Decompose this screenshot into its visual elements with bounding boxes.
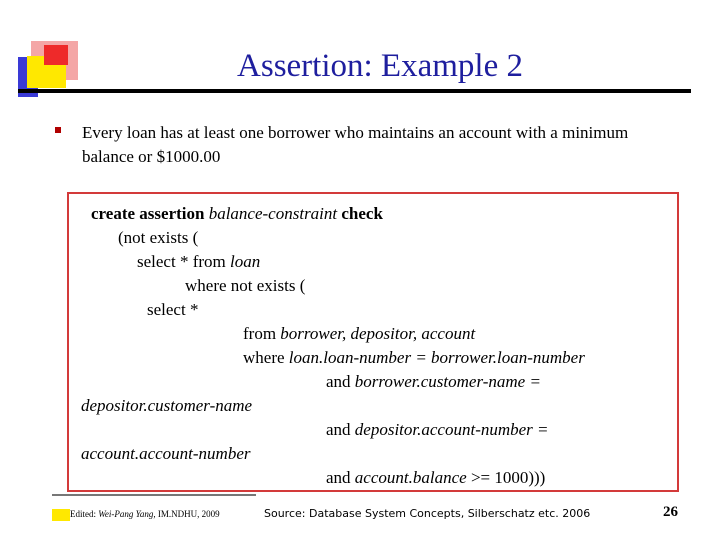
code-line-9: depositor.customer-name (81, 396, 253, 415)
code-line-7 (243, 347, 585, 369)
logo-square-red (44, 45, 68, 65)
code-line-11: account.account-number (81, 444, 251, 463)
code-text: >= 1000))) (470, 468, 546, 487)
code-line-10 (326, 419, 549, 441)
code-line-6 (243, 323, 475, 345)
code-line-2: (not exists ( (118, 228, 199, 247)
footer-source: Source: Database System Concepts, Silberschatz etc. 2006 (264, 507, 591, 520)
code-relation: loan (230, 252, 261, 271)
code-relations: borrower, depositor, account (280, 324, 476, 343)
title-divider (18, 89, 691, 93)
keyword-create-assertion: create assertion (91, 204, 205, 223)
code-line-4: where not exists ( (185, 276, 306, 295)
code-text: select * from (137, 252, 226, 271)
bullet-square-icon (55, 127, 61, 133)
code-line-5: select * (147, 300, 199, 319)
code-condition: borrower.customer-name = (354, 372, 541, 391)
assertion-name: balance-constraint (208, 204, 338, 223)
footer-editor (70, 509, 220, 519)
code-text: and (326, 420, 351, 439)
page-number: 26 (663, 504, 678, 520)
code-text: from (243, 324, 277, 343)
bullet-text: Every loan has at least one borrower who maintains an account with a minimum balance or $1000.00 (82, 123, 629, 166)
slide-title: Assertion: Example 2 (237, 48, 523, 84)
code-condition: depositor.account-number = (354, 420, 549, 439)
footer-editor-name: Wei-Pang Yang, (98, 509, 156, 519)
code-line-1 (91, 203, 383, 225)
keyword-check: check (341, 204, 383, 223)
footer-divider (52, 494, 256, 496)
code-line-3 (137, 251, 260, 273)
code-text: where (243, 348, 285, 367)
footer-edited-label: Edited: (70, 509, 96, 519)
code-attribute: account.balance (354, 468, 467, 487)
code-text: and (326, 372, 351, 391)
code-box (67, 192, 679, 492)
code-text: and (326, 468, 351, 487)
footer-org: IM.NDHU, 2009 (157, 509, 220, 519)
code-condition: loan.loan-number = borrower.loan-number (288, 348, 585, 367)
code-line-12 (326, 467, 545, 489)
code-line-8 (326, 371, 541, 393)
footer-logo-mark (52, 509, 70, 521)
